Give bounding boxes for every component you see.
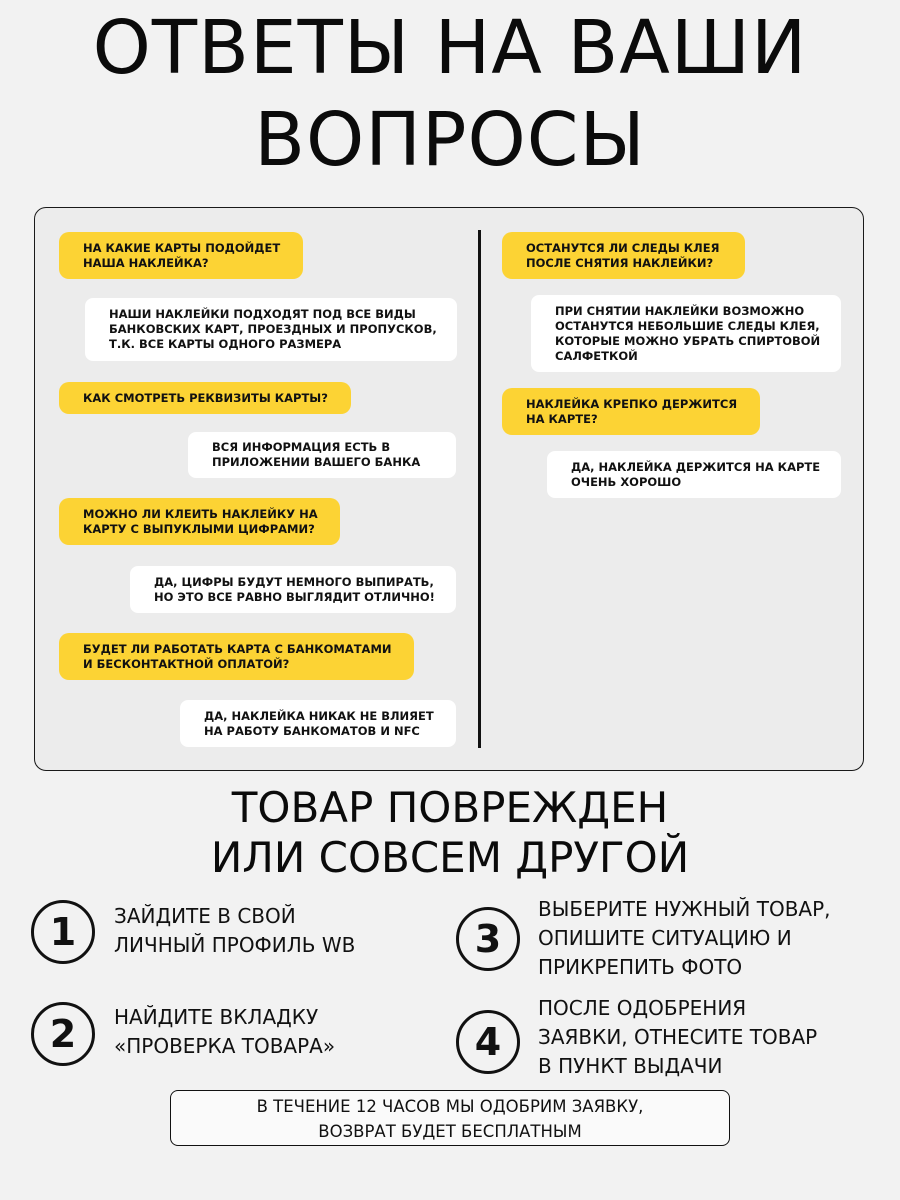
step-3-line: ВЫБЕРИТЕ НУЖНЫЙ ТОВАР,: [538, 897, 831, 921]
step-3-text: [538, 895, 831, 982]
notice-line-2: ВОЗВРАТ БУДЕТ БЕСПЛАТНЫМ: [318, 1122, 582, 1141]
faq-panel: [34, 207, 864, 771]
faq-question: ОСТАНУТСЯ ЛИ СЛЕДЫ КЛЕЯ ПОСЛЕ СНЯТИЯ НАКЛЕЙКИ?: [502, 232, 745, 279]
step-4-text: [538, 994, 817, 1081]
faq-divider: [478, 230, 481, 748]
step-4-number: 4: [456, 1010, 520, 1074]
step-4-line: ПОСЛЕ ОДОБРЕНИЯ: [538, 996, 747, 1020]
step-1-line: ЛИЧНЫЙ ПРОФИЛЬ WB: [114, 933, 356, 957]
returns-title: [0, 783, 900, 883]
step-3-number: 3: [456, 907, 520, 971]
faq-answer: ПРИ СНЯТИИ НАКЛЕЙКИ ВОЗМОЖНО ОСТАНУТСЯ НЕБОЛЬШИЕ СЛЕДЫ КЛЕЯ, КОТОРЫЕ МОЖНО УБРАТЬ СПИРТОВОЙ САЛФЕТКОЙ: [531, 295, 841, 372]
faq-question: НАКЛЕЙКА КРЕПКО ДЕРЖИТСЯ НА КАРТЕ?: [502, 388, 760, 435]
faq-answer: ВСЯ ИНФОРМАЦИЯ ЕСТЬ В ПРИЛОЖЕНИИ ВАШЕГО БАНКА: [188, 432, 456, 478]
step-1-line: ЗАЙДИТЕ В СВОЙ: [114, 904, 296, 928]
faq-question: НА КАКИЕ КАРТЫ ПОДОЙДЕТ НАША НАКЛЕЙКА?: [59, 232, 303, 279]
step-2-line: «ПРОВЕРКА ТОВАРА»: [114, 1034, 336, 1058]
notice-line-1: В ТЕЧЕНИЕ 12 ЧАСОВ МЫ ОДОБРИМ ЗАЯВКУ,: [256, 1097, 644, 1116]
faq-answer: ДА, НАКЛЕЙКА НИКАК НЕ ВЛИЯЕТ НА РАБОТУ БАНКОМАТОВ И NFC: [180, 700, 456, 747]
faq-question: БУДЕТ ЛИ РАБОТАТЬ КАРТА С БАНКОМАТАМИ И БЕСКОНТАКТНОЙ ОПЛАТОЙ?: [59, 633, 414, 680]
step-1-text: [114, 902, 355, 960]
step-3-line: ПРИКРЕПИТЬ ФОТО: [538, 955, 743, 979]
faq-answer: ДА, НАКЛЕЙКА ДЕРЖИТСЯ НА КАРТЕ ОЧЕНЬ ХОРОШО: [547, 451, 841, 498]
notice-box: [170, 1090, 730, 1146]
step-2-line: НАЙДИТЕ ВКЛАДКУ: [114, 1005, 319, 1029]
faq-question: МОЖНО ЛИ КЛЕИТЬ НАКЛЕЙКУ НА КАРТУ С ВЫПУКЛЫМИ ЦИФРАМИ?: [59, 498, 340, 545]
faq-answer: НАШИ НАКЛЕЙКИ ПОДХОДЯТ ПОД ВСЕ ВИДЫ БАНКОВСКИХ КАРТ, ПРОЕЗДНЫХ И ПРОПУСКОВ, Т.К. ВСЕ КАРТЫ ОДНОГО РАЗМЕРА: [85, 298, 457, 361]
step-1-number: 1: [31, 900, 95, 964]
step-2-text: [114, 1003, 335, 1061]
step-2-number: 2: [31, 1002, 95, 1066]
faq-answer: ДА, ЦИФРЫ БУДУТ НЕМНОГО ВЫПИРАТЬ, НО ЭТО ВСЕ РАВНО ВЫГЛЯДИТ ОТЛИЧНО!: [130, 566, 456, 613]
page-title-line-2: ВОПРОСЫ: [254, 97, 646, 183]
faq-question: КАК СМОТРЕТЬ РЕКВИЗИТЫ КАРТЫ?: [59, 382, 351, 414]
step-4-line: ЗАЯВКИ, ОТНЕСИТЕ ТОВАР: [538, 1025, 818, 1049]
returns-title-line-1: ТОВАР ПОВРЕЖДЕН: [231, 783, 669, 832]
page-title-line-1: ОТВЕТЫ НА ВАШИ: [92, 5, 808, 91]
returns-title-line-2: ИЛИ СОВСЕМ ДРУГОЙ: [210, 833, 690, 882]
step-4-line: В ПУНКТ ВЫДАЧИ: [538, 1054, 723, 1078]
step-3-line: ОПИШИТЕ СИТУАЦИЮ И: [538, 926, 792, 950]
page-title: [0, 2, 900, 186]
